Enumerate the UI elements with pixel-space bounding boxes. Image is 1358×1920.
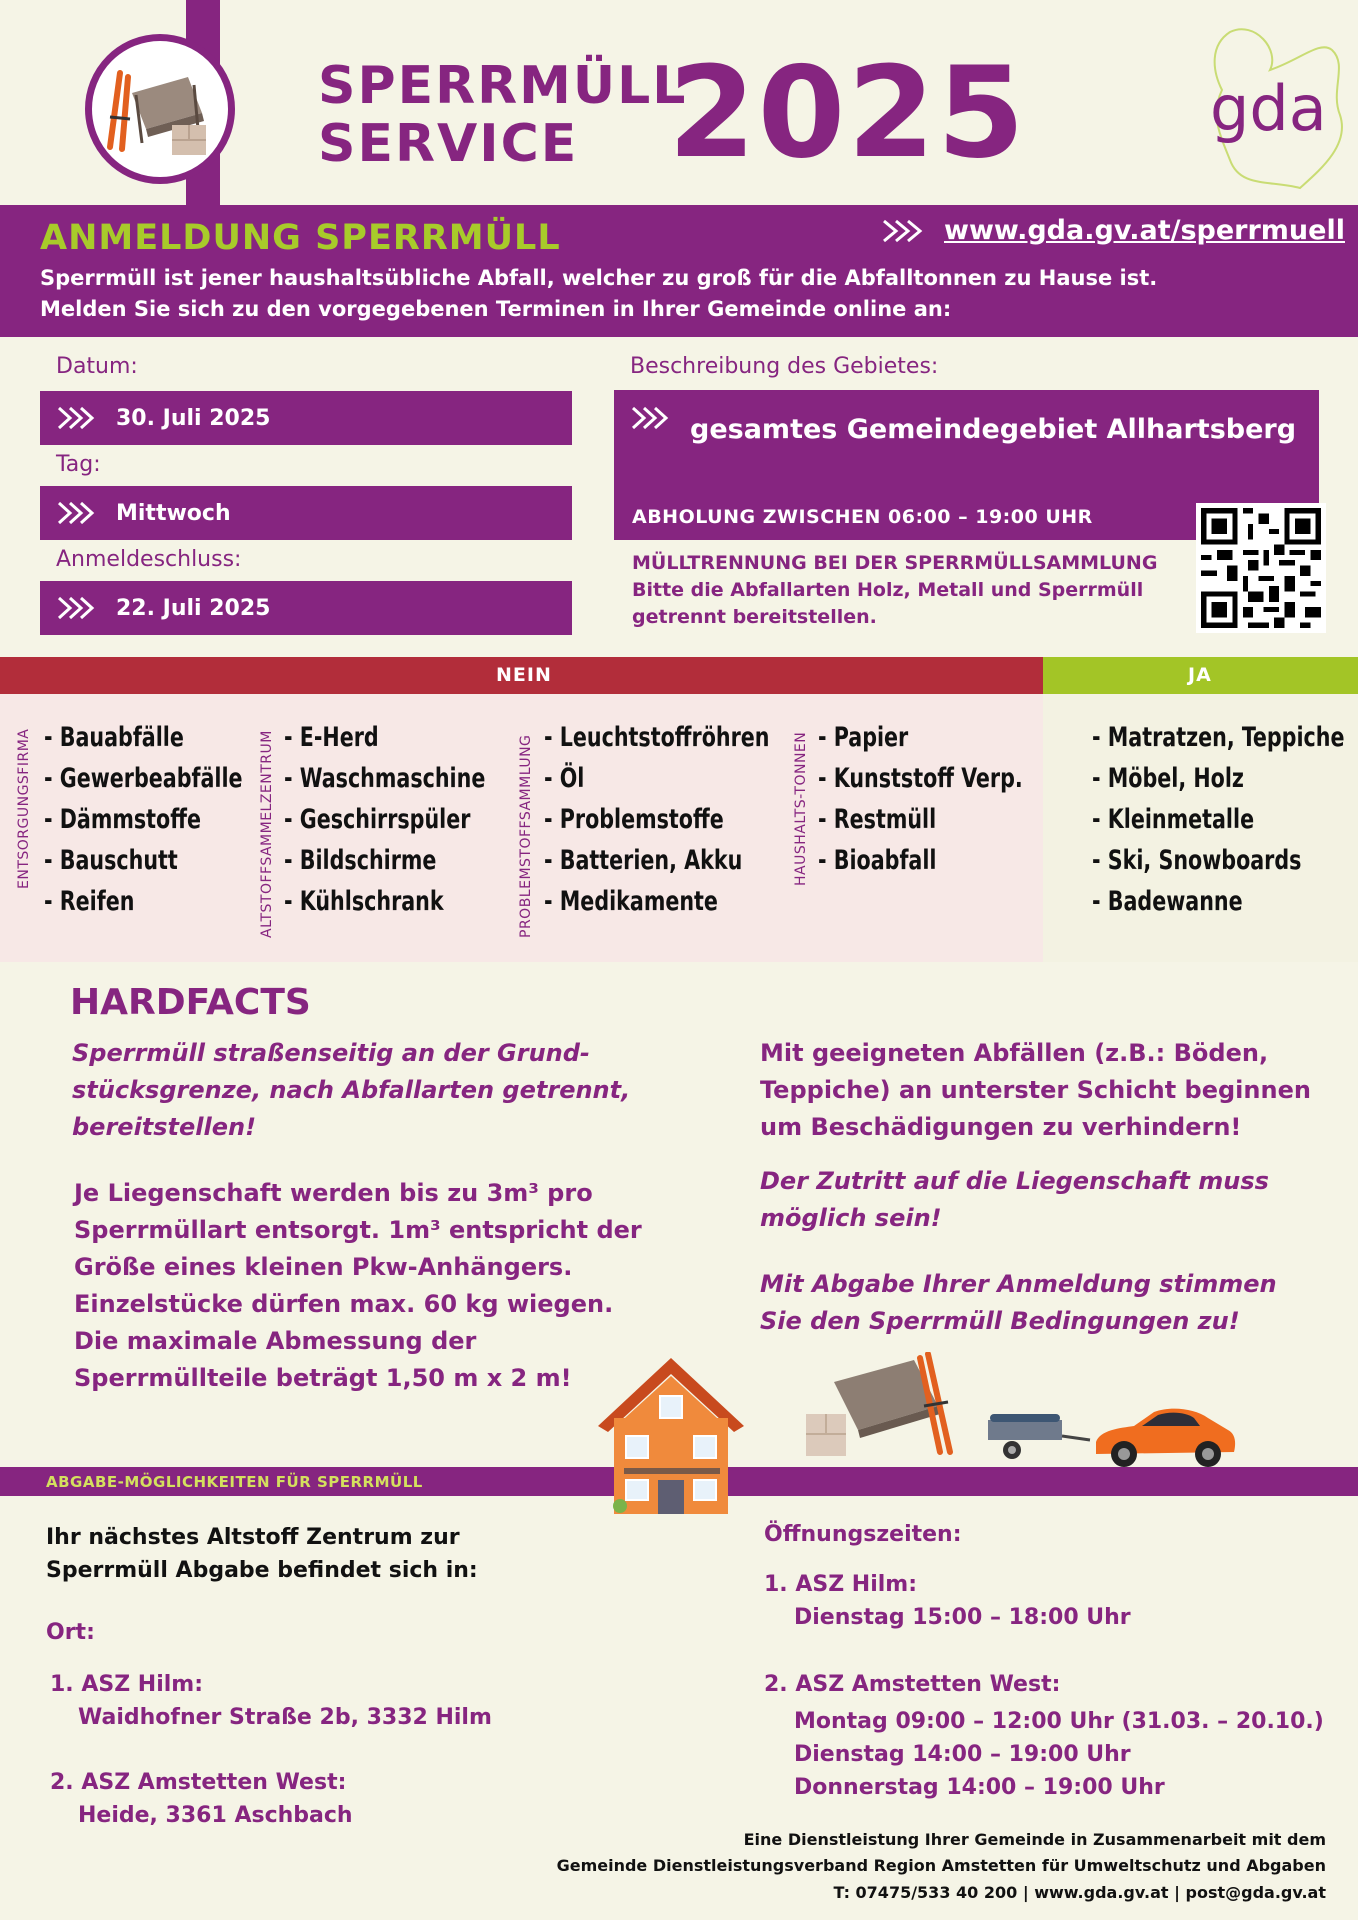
footer-contact: T: 07475/533 40 200 | www.gda.gv.at | post@gda.gv.at: [833, 1883, 1326, 1902]
arrow-double-icon: [56, 594, 96, 622]
text-line: Dienstag 14:00 – 19:00 Uhr: [794, 1742, 1131, 1767]
list-item: - Kleinmetalle: [1092, 804, 1255, 835]
hardfacts-right-p1: [760, 1035, 1311, 1146]
abgabe-title: ABGABE-MÖGLICHKEITEN FÜR SPERRMÜLL: [46, 1473, 423, 1491]
intro-line-2: Melden Sie sich zu den vorgegebenen Terminen in Ihrer Gemeinde online an:: [40, 297, 952, 321]
text-line: Montag 09:00 – 12:00 Uhr (31.03. – 20.10.): [794, 1709, 1324, 1734]
tag-label: Tag:: [56, 452, 101, 477]
footer-line2: Gemeinde Dienstleistungsverband Region Amstetten für Umweltschutz und Abgaben: [556, 1856, 1326, 1875]
list-item: - Bauschutt: [44, 845, 178, 876]
hardfacts-left-p1: [72, 1035, 630, 1146]
tag-field: [40, 486, 572, 540]
nein-label: NEIN: [496, 664, 552, 686]
list-item: - Gewerbeabfälle: [44, 763, 243, 794]
text-line: Ihr nächstes Altstoff Zentrum zur: [46, 1525, 460, 1550]
list-item: - Batterien, Akku: [544, 845, 743, 876]
hardfacts-left-p2: [74, 1175, 642, 1397]
zeit-1-name: 1. ASZ Hilm:: [764, 1572, 918, 1597]
list-item: - Waschmaschine: [284, 763, 486, 794]
list-item: - E-Herd: [284, 722, 379, 753]
datum-value: 30. Juli 2025: [116, 405, 271, 431]
text-line: um Beschädigungen zu verhindern!: [760, 1113, 1242, 1141]
group-label-entsorgungsfirma: ENTSORGUNGSFIRMA: [16, 728, 32, 889]
nein-list-altstoffsammelzentrum: [284, 717, 485, 922]
house-icon: [596, 1356, 746, 1516]
qr-code[interactable]: [1196, 503, 1326, 633]
nein-list-entsorgungsfirma: [44, 717, 243, 922]
list-item: - Bauabfälle: [44, 722, 184, 753]
list-item: - Möbel, Holz: [1092, 763, 1244, 794]
ort-1-address: Waidhofner Straße 2b, 3332 Hilm: [78, 1705, 492, 1730]
list-item: - Öl: [544, 763, 585, 794]
list-item: - Bildschirme: [284, 845, 437, 876]
hardfacts-right-p3: [760, 1266, 1277, 1340]
nein-list-problemstoffsammlung: [544, 717, 769, 922]
footer-line1: Eine Dienstleistung Ihrer Gemeinde in Zusammenarbeit mit dem: [743, 1830, 1326, 1849]
abholung-time: ABHOLUNG ZWISCHEN 06:00 – 19:00 UHR: [632, 506, 1093, 528]
text-line: Sie den Sperrmüll Bedingungen zu!: [760, 1307, 1240, 1335]
sperrmuell-logo-icon: [85, 34, 235, 184]
group-label-altstoffsammelzentrum: ALTSTOFFSAMMELZENTRUM: [259, 730, 275, 938]
list-item: - Leuchtstoffröhren: [544, 722, 770, 753]
list-item: - Geschirrspüler: [284, 804, 471, 835]
text-line: Die maximale Abmessung der: [74, 1327, 477, 1355]
list-item: - Ski, Snowboards: [1092, 845, 1302, 876]
gebiet-value: gesamtes Gemeindegebiet Allhartsberg: [690, 414, 1297, 445]
text-line: möglich sein!: [760, 1204, 942, 1232]
anmeldeschluss-value: 22. Juli 2025: [116, 595, 271, 621]
ort-2-address: Heide, 3361 Aschbach: [78, 1803, 353, 1828]
ja-list: [1092, 717, 1344, 922]
nein-list-haushalts-tonnen: [818, 717, 1023, 881]
car-icon: [1090, 1404, 1240, 1474]
text-line: Sperrmüll straßenseitig an der Grund-: [72, 1039, 590, 1067]
brand-text: gda: [1210, 72, 1327, 145]
title-line2: SERVICE: [318, 114, 579, 174]
datum-label: Datum:: [56, 354, 138, 379]
group-label-problemstoffsammlung: PROBLEMSTOFFSAMMLUNG: [518, 734, 534, 938]
list-item: - Bioabfall: [818, 845, 937, 876]
list-item: - Restmüll: [818, 804, 937, 835]
anmeldung-title: ANMELDUNG SPERRMÜLL: [40, 218, 561, 258]
list-item: - Kühlschrank: [284, 886, 444, 917]
list-item: - Reifen: [44, 886, 135, 917]
text-line: Teppiche) an unterster Schicht beginnen: [760, 1076, 1311, 1104]
text-line: Sperrmüll Abgabe befindet sich in:: [46, 1558, 478, 1583]
list-item: - Matratzen, Teppiche: [1092, 722, 1345, 753]
oeffnungszeiten-label: Öffnungszeiten:: [764, 1522, 962, 1547]
zeit-1-line: Dienstag 15:00 – 18:00 Uhr: [794, 1605, 1131, 1630]
muelltrennung-line2: getrennt bereitstellen.: [632, 606, 877, 628]
trailer-icon: [982, 1406, 1092, 1468]
abgabe-intro: [46, 1521, 478, 1587]
hardfacts-right-p2: [760, 1163, 1269, 1237]
tag-value: Mittwoch: [116, 500, 231, 526]
title-year: 2025: [668, 39, 1027, 186]
text-line: bereitstellen!: [72, 1113, 257, 1141]
text-line: Der Zutritt auf die Liegenschaft muss: [760, 1167, 1269, 1195]
list-item: - Badewanne: [1092, 886, 1243, 917]
bench-ski-icon: [800, 1352, 980, 1462]
text-line: stücksgrenze, nach Abfallarten getrennt,: [72, 1076, 631, 1104]
anmeldeschluss-field: [40, 581, 572, 635]
arrow-double-icon: [56, 404, 96, 432]
arrow-double-icon: [880, 218, 924, 244]
ort-2-name: 2. ASZ Amstetten West:: [50, 1770, 347, 1795]
arrow-double-icon: [630, 404, 670, 436]
hardfacts-title: HARDFACTS: [70, 982, 311, 1023]
group-label-haushalts-tonnen: HAUSHALTS-TONNEN: [793, 731, 809, 886]
datum-field: [40, 391, 572, 445]
list-item: - Papier: [818, 722, 909, 753]
text-line: Donnerstag 14:00 – 19:00 Uhr: [794, 1775, 1165, 1800]
gda-logo: [1200, 20, 1350, 190]
sperrmuell-url-link[interactable]: www.gda.gv.at/sperrmuell: [944, 215, 1345, 246]
muelltrennung-line1: Bitte die Abfallarten Holz, Metall und Sperrmüll: [632, 579, 1144, 601]
text-line: Sperrmüllart entsorgt. 1m³ entspricht der: [74, 1216, 642, 1244]
zeit-2-name: 2. ASZ Amstetten West:: [764, 1672, 1061, 1697]
ort-1-name: 1. ASZ Hilm:: [50, 1672, 204, 1697]
muelltrennung-title: MÜLLTRENNUNG BEI DER SPERRMÜLLSAMMLUNG: [632, 552, 1158, 574]
text-line: Einzelstücke dürfen max. 60 kg wiegen.: [74, 1290, 614, 1318]
ort-label: Ort:: [46, 1620, 95, 1645]
list-item: - Kunststoff Verp.: [818, 763, 1023, 794]
text-line: Sperrmüllteile beträgt 1,50 m x 2 m!: [74, 1364, 572, 1392]
list-item: - Problemstoffe: [544, 804, 724, 835]
gebiet-label: Beschreibung des Gebietes:: [630, 354, 939, 379]
text-line: Mit Abgabe Ihrer Anmeldung stimmen: [760, 1270, 1277, 1298]
list-item: - Dämmstoffe: [44, 804, 201, 835]
title-line1: SPERRMÜLL: [318, 56, 688, 116]
ja-label: JA: [1188, 664, 1212, 686]
text-line: Größe eines kleinen Pkw-Anhängers.: [74, 1253, 573, 1281]
intro-line-1: Sperrmüll ist jener haushaltsübliche Abfall, welcher zu groß für die Abfalltonnen zu Hause ist.: [40, 266, 1158, 290]
list-item: - Medikamente: [544, 886, 718, 917]
text-line: Je Liegenschaft werden bis zu 3m³ pro: [74, 1179, 593, 1207]
zeit-2-lines: [794, 1705, 1324, 1804]
text-line: Mit geeigneten Abfällen (z.B.: Böden,: [760, 1039, 1269, 1067]
anmeldeschluss-label: Anmeldeschluss:: [56, 547, 242, 572]
arrow-double-icon: [56, 499, 96, 527]
